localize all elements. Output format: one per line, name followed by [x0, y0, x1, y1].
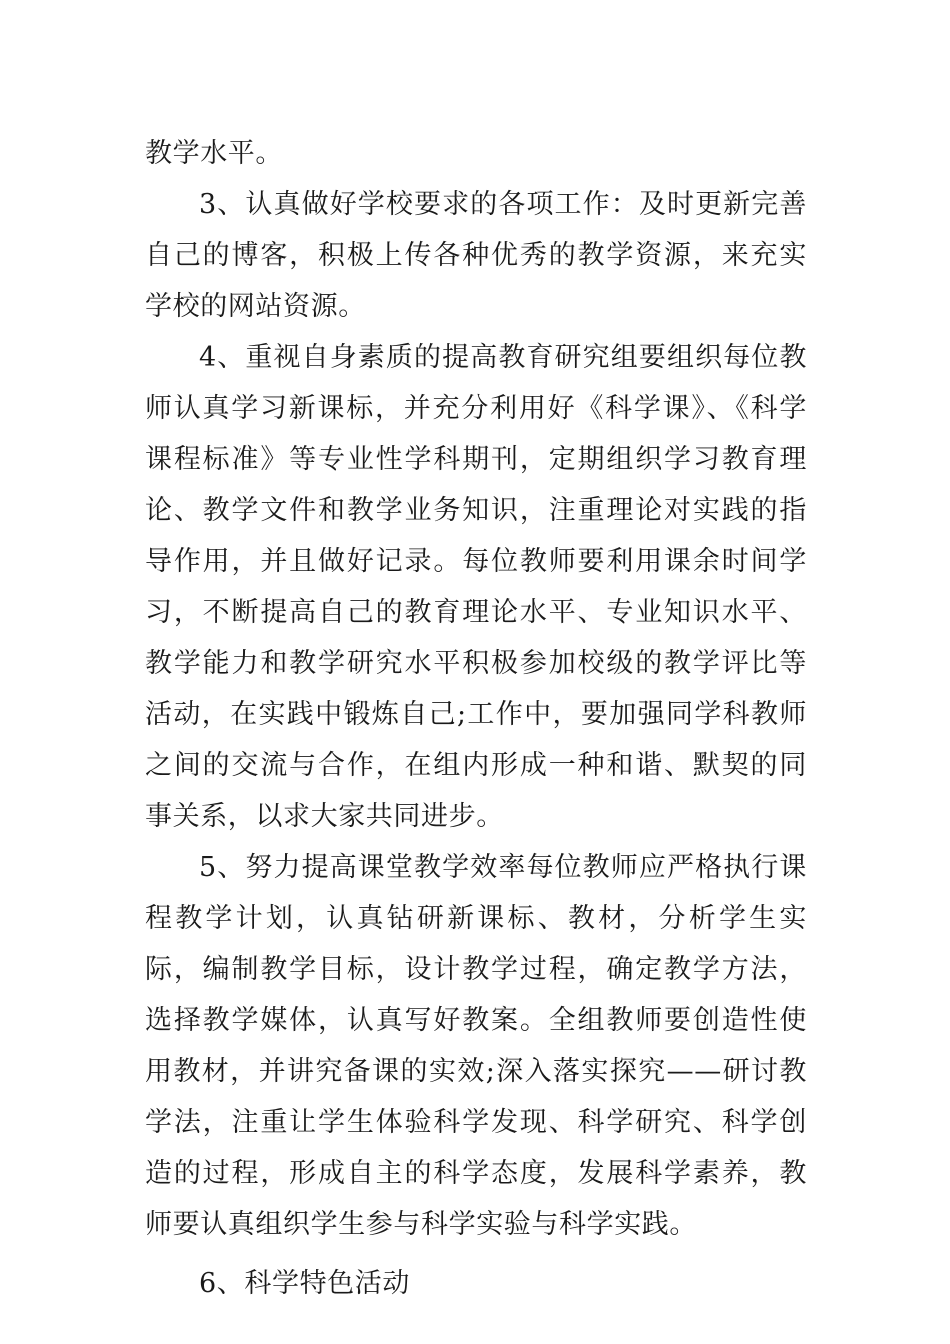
document-body	[145, 128, 807, 1309]
paragraph-continuation: 教学水平。	[145, 138, 283, 169]
paragraph-item-6: 6、科学特色活动	[199, 1268, 410, 1299]
paragraph-item-4: 4、重视自身素质的提高教育研究组要组织每位教师认真学习新课标，并充分利用好《科学课》、《科学课程标准》等专业性学科期刊，定期组织学习教育理论、教学文件和教学业务知识，注重理论对实践的指导作用，并且做好记录。每位教师要利用课余时间学习，不断提高自己的教育理论水平、专业知识水平、教学能力和教学研究水平积极参加校级的教学评比等活动，在实践中锻炼自己;工作中，要加强同学科教师之间的交流与合作，在组内形成一种和谐、默契的同事关系，以求大家共同进步。	[145, 342, 807, 832]
paragraph-item-5: 5、努力提高课堂教学效率每位教师应严格执行课程教学计划，认真钻研新课标、教材，分析学生实际，编制教学目标，设计教学过程，确定教学方法，选择教学媒体，认真写好教案。全组教师要创造性使用教材，并讲究备课的实效;深入落实探究——研讨教学法，注重让学生体验科学发现、科学研究、科学创造的过程，形成自主的科学态度，发展科学素养，教师要认真组织学生参与科学实验与科学实践。	[145, 852, 807, 1240]
paragraph-item-3: 3、认真做好学校要求的各项工作：及时更新完善自己的博客，积极上传各种优秀的教学资源，来充实学校的网站资源。	[145, 189, 807, 322]
